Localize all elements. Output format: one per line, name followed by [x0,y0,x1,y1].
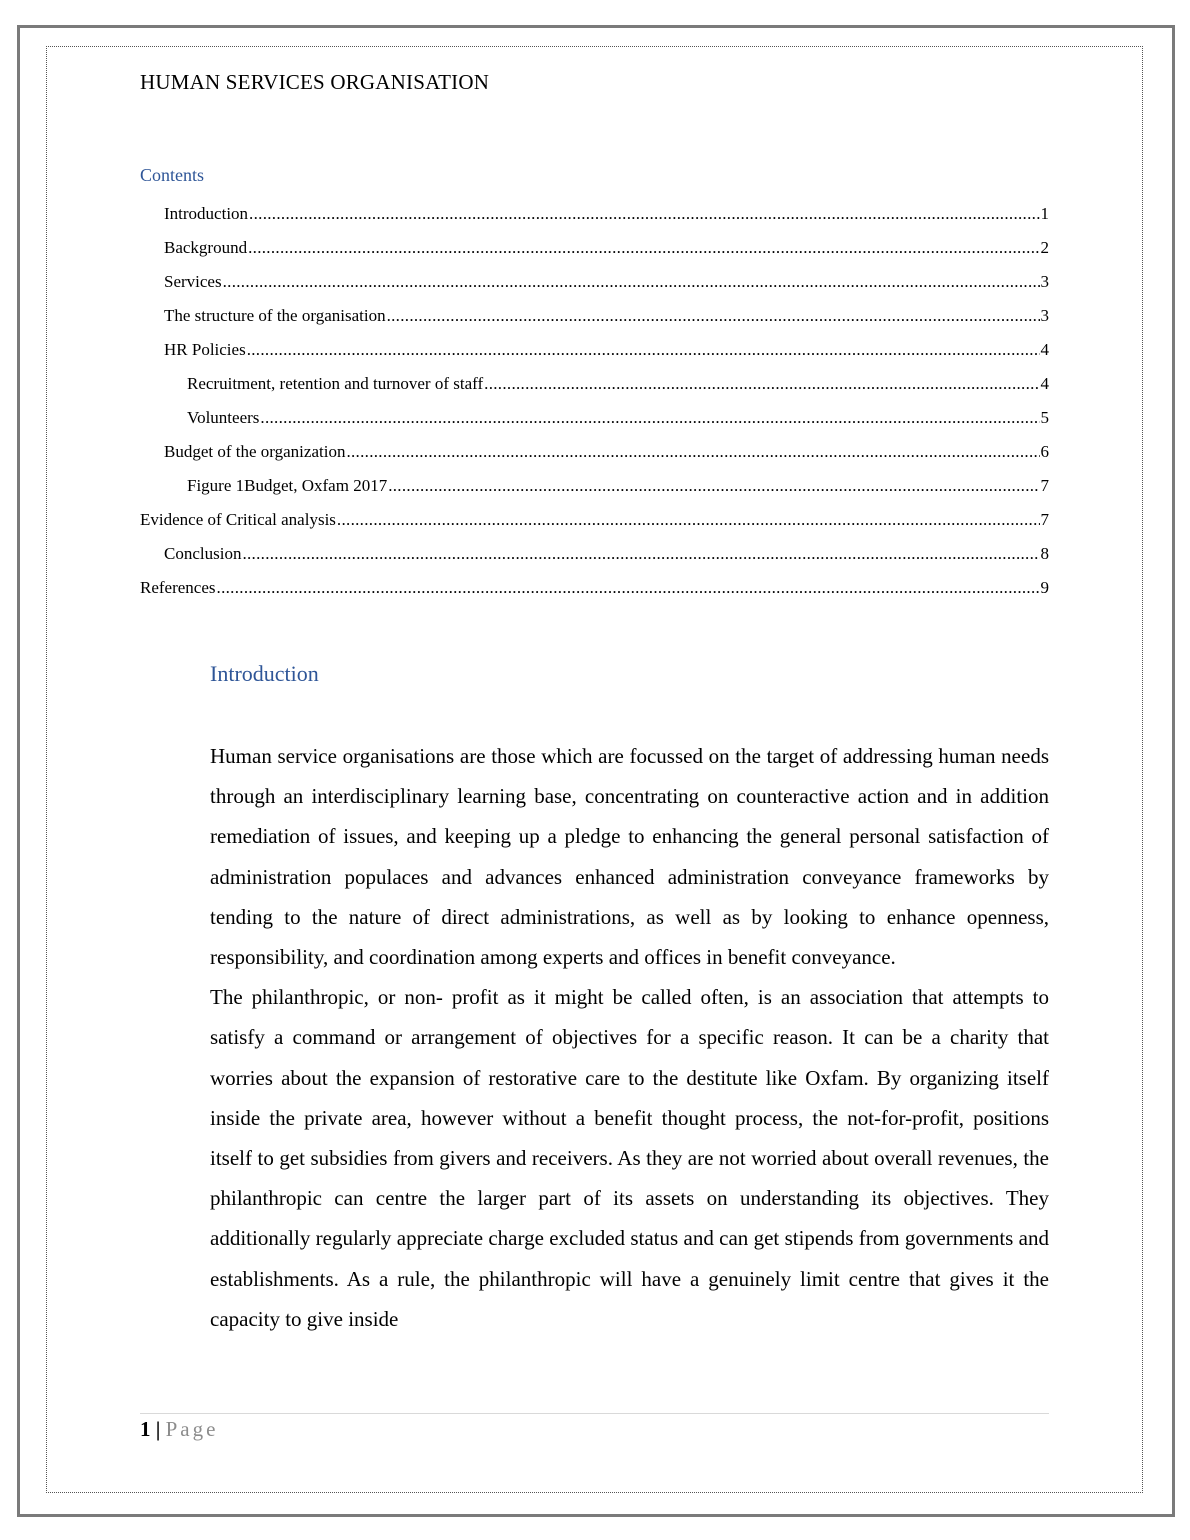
toc-entry-label: Evidence of Critical analysis [140,510,336,529]
footer-page-word: Page [165,1417,219,1441]
toc-entry-label: References [140,578,216,597]
toc-leader-dots [337,510,1040,530]
toc-leader-dots [346,442,1039,462]
footer-page-number: 1 [140,1417,151,1441]
toc-entry-page: 2 [1040,238,1049,257]
toc-entry-recruitment[interactable] [140,367,1049,401]
toc-entry-label: The structure of the organisation [164,306,386,325]
toc-entry-label: Recruitment, retention and turnover of staff [187,374,484,393]
toc-entry-page: 4 [1040,340,1049,359]
toc-entry-label: Budget of the organization [164,442,346,461]
section-heading-introduction: Introduction [210,661,319,686]
paragraph: The philanthropic, or non- profit as it might be called often, is an association that attempts to satisfy a command or arrangement of objectives for a specific reason. It can be a charity that worries about the expansion of restorative care to the destitute like Oxfam. By organizing itself inside the private area, however without a benefit thought process, the not-for-profit, positions itself to get subsidies from givers and receivers. As they are not worried about overall revenues, the philanthropic can centre the larger part of its assets on understanding its objectives. They additionally regularly appreciate charge excluded status and can get stipends from governments and establishments. As a rule, the philanthropic will have a genuinely limit centre that gives it the capacity to give inside [210,985,1049,1331]
toc-entry-page: 8 [1040,544,1049,563]
toc-entry-page: 1 [1040,204,1049,223]
toc-entry-figure-1[interactable] [140,469,1049,503]
toc-entry-volunteers[interactable] [140,401,1049,435]
toc-entry-background[interactable] [140,231,1049,265]
toc-leader-dots [388,476,1039,496]
page-footer [140,1417,218,1442]
toc-entry-label: Services [164,272,222,291]
toc-entry-page: 3 [1040,272,1049,291]
toc-entry-page: 5 [1040,408,1049,427]
toc-leader-dots [249,204,1039,224]
toc-entry-budget[interactable] [140,435,1049,469]
footer-separator: | [155,1417,161,1441]
paragraph: Human service organisations are those which are focussed on the target of addressing human needs through an interdisciplinary learning base, concentrating on counteractive action and in addition remediation of issues, and keeping up a pledge to enhancing the general personal satisfaction of administration populaces and advances enhanced administration conveyance frameworks by tending to the nature of direct administrations, as well as by looking to enhance openness, responsibility, and coordination among experts and offices in benefit conveyance. [210,744,1049,970]
toc-leader-dots [242,544,1039,564]
document-header: HUMAN SERVICES ORGANISATION [140,70,490,94]
toc-entry-page: 6 [1040,442,1049,461]
toc-entry-label: HR Policies [164,340,246,359]
toc-entry-label: Volunteers [187,408,260,427]
toc-leader-dots [247,340,1040,360]
toc-entry-introduction[interactable] [140,197,1049,231]
toc-entry-label: Background [164,238,248,257]
toc-entry-label: Figure 1Budget, Oxfam 2017 [187,476,388,495]
toc-leader-dots [484,374,1039,394]
table-of-contents [140,197,1049,605]
toc-leader-dots [223,272,1040,292]
toc-leader-dots [248,238,1039,258]
toc-entry-services[interactable] [140,265,1049,299]
toc-entry-critical-analysis[interactable] [140,503,1049,537]
footer-divider [140,1413,1049,1414]
toc-entry-label: Conclusion [164,544,242,563]
body-text [210,736,1049,1339]
toc-entry-references[interactable] [140,571,1049,605]
toc-entry-conclusion[interactable] [140,537,1049,571]
toc-entry-page: 7 [1040,476,1049,495]
toc-entry-label: Introduction [164,204,249,223]
toc-entry-page: 7 [1040,510,1049,529]
toc-leader-dots [387,306,1040,326]
toc-heading: Contents [140,165,205,185]
toc-entry-page: 9 [1040,578,1049,597]
toc-leader-dots [260,408,1039,428]
toc-entry-hr-policies[interactable] [140,333,1049,367]
toc-entry-structure[interactable] [140,299,1049,333]
toc-entry-page: 3 [1040,306,1049,325]
toc-entry-page: 4 [1040,374,1049,393]
toc-leader-dots [217,578,1040,598]
